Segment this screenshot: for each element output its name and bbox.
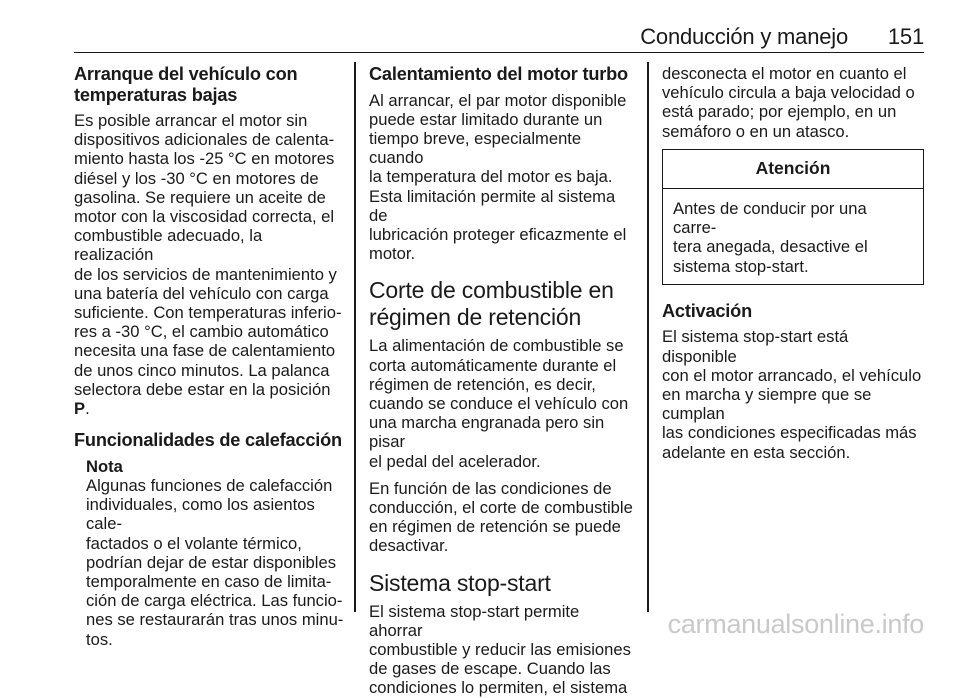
note-body: Algunas funciones de calefacción individuales, como los asientos cale- factados o el volante térmico, podrían dejar de estar disponibles temporalmente en caso de limita- ción de carga eléctrica. Las funcio- nes se restaurarán tras unos minu- tos. <box>86 475 344 649</box>
section-fuel-cutoff: Corte de combustible en régimen de retención <box>369 277 614 331</box>
column-divider-left <box>354 62 356 612</box>
note-title: Nota <box>86 456 123 476</box>
warning-body: Antes de conducir por una carre- tera anegada, desactive el sistema stop-start. <box>673 199 868 276</box>
page-header <box>74 20 924 53</box>
warning-title: Atención <box>663 150 923 189</box>
heading-heating-functions: Funcionalidades de calefacción <box>74 430 342 451</box>
heading-turbo-warmup: Calentamiento del motor turbo <box>369 64 628 84</box>
heading-activation: Activación <box>662 300 752 321</box>
chapter-title: Conducción y manejo <box>640 24 848 49</box>
paragraph-cold-start-tail: . <box>85 399 90 419</box>
column-left <box>74 64 344 649</box>
paragraph-cold-start-text: Es posible arrancar el motor sin dispositivos adicionales de calenta- miento hasta los -25 °C en motores diésel y los -30 °C en motores de gasolina. Se requiere un aceite de motor con la viscosidad correcta, el combustible adecuado, la realización de los servicios de mantenimiento y una batería del vehículo con carga suficiente. Con temperaturas inferio- res a -30 °C, el cambio automático necesita una fase de calentamiento de unos cinco minutos. La palanca selectora debe estar en la posición <box>74 111 342 399</box>
heading-cold-start: Arranque del vehículo con temperaturas bajas <box>74 64 298 105</box>
column-right <box>662 64 926 612</box>
paragraph-fuel-cutoff: La alimentación de combustible se corta automáticamente durante el régimen de retención, es decir, cuando se conduce el vehículo con una marcha engranada pero sin pisar el pedal del acelerador. <box>369 336 629 471</box>
warning-box <box>662 149 924 285</box>
paragraph-cold-start <box>74 111 344 418</box>
column-middle <box>369 64 637 698</box>
paragraph-stop-start: El sistema stop-start permite ahorrar combustible y reducir las emisiones de gases de escape. Cuando las condiciones lo permiten, el sistema <box>369 601 631 698</box>
page-number: 151 <box>887 24 924 49</box>
paragraph-turbo-warmup: Al arrancar, el par motor disponible puede estar limitado durante un tiempo breve, especialmente cuando la temperatura del motor es baja. Esta limitación permite al sistema de lubricación proteger eficazmente el motor. <box>369 90 627 264</box>
gear-position-p: P <box>74 399 86 419</box>
paragraph-stop-start-continued: desconecta el motor en cuanto el vehículo circula a baja velocidad o está parado; por ejemplo, en un semáforo o en un atasco. <box>662 64 915 141</box>
column-divider-right <box>647 62 649 612</box>
paragraph-fuel-cutoff-conditions: En función de las condiciones de conducción, el corte de combustible en régimen de retención se puede desactivar. <box>369 478 633 556</box>
section-stop-start: Sistema stop-start <box>369 569 551 596</box>
watermark-text: carmanualsonline.info <box>667 609 924 639</box>
paragraph-activation: El sistema stop-start está disponible con el motor arrancado, el vehículo en marcha y siempre que se cumplan las condiciones especificadas más adelante en esta sección. <box>662 327 922 462</box>
note-block <box>74 457 344 649</box>
